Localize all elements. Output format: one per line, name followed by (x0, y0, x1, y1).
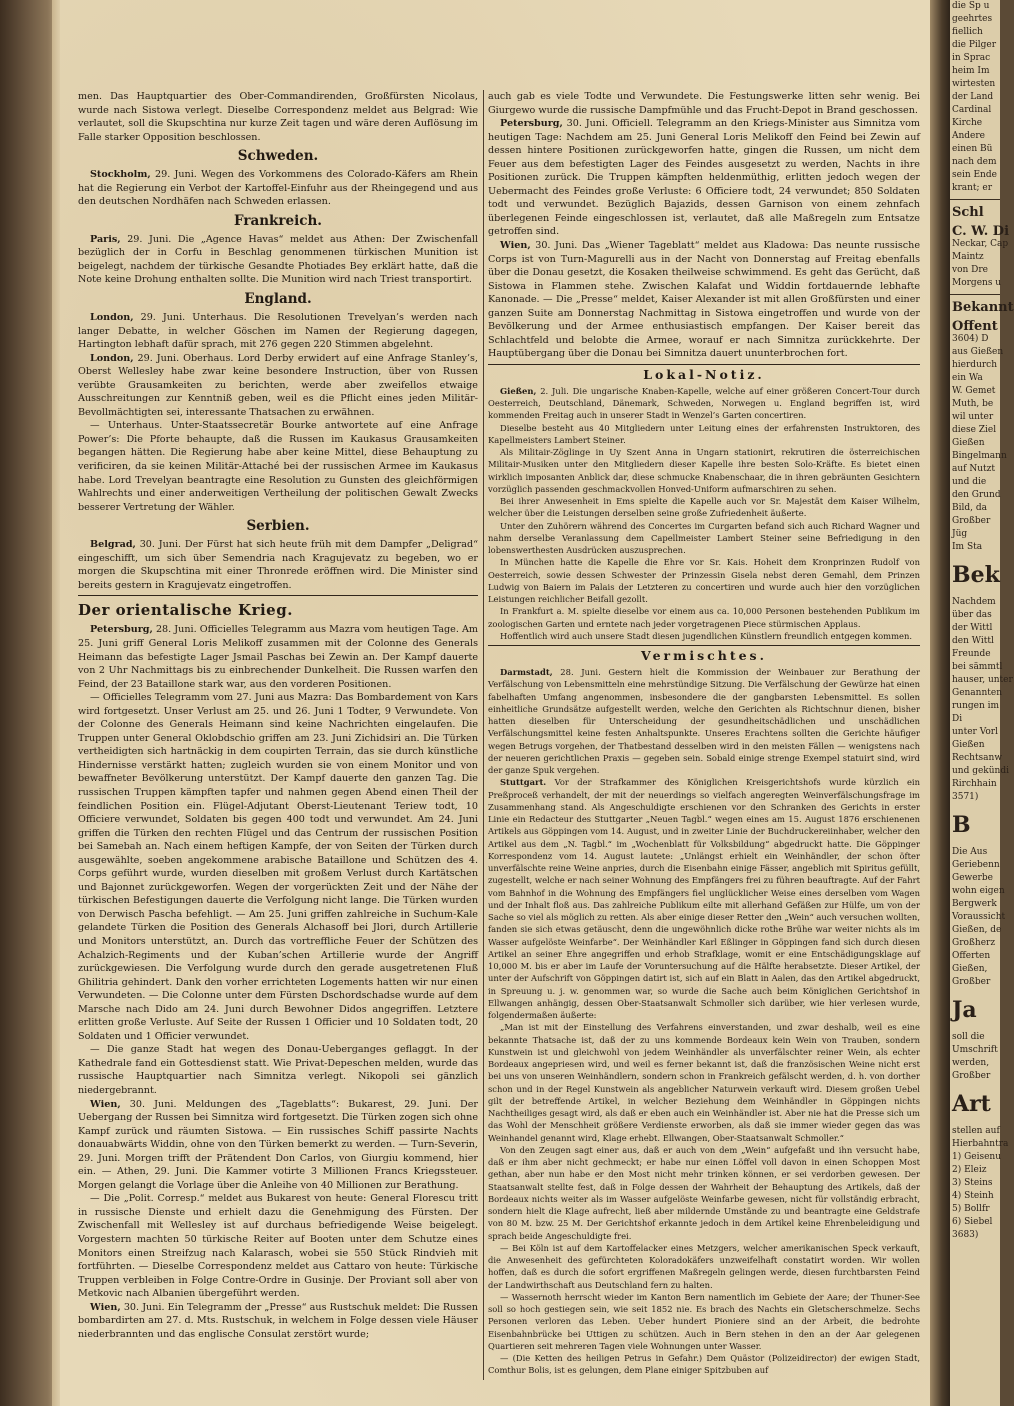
fragment-rule (950, 294, 1000, 295)
fragment-line: auf Nutzt (952, 464, 996, 474)
article-text: 30. Juni. Meldungen des „Tageblatts“: Bukarest, 29. Juni. Der Uebergang der Russen bei Simnitza wird fortgesetzt. Die Türken zogen sich ohne Kampf zurück und räumten Sistowa. — Ein russisches Schiff passirte Nachts donauabwärts Widdin, ohne von den Türken bemerkt zu werden. — Turn-Severin, 29. Juni. Morgen trifft der Prätendent Don Carlos, von Giurgiu kommend, hier ein. — Athen, 29. Juni. Die Kammer votirte 3 Millionen Francs Kriegssteuer. Morgen gelangt die Vorlage über die Anleihe von 40 Millionen zur Berathung. (78, 1098, 478, 1191)
article-wien-2 (78, 1301, 478, 1342)
fragment-line: soll die (952, 1032, 985, 1042)
fragment-line: geehrtes (952, 14, 993, 24)
fragment-line: bei sämmtl (952, 662, 1003, 672)
fragment-group-7 (950, 1125, 1009, 1229)
fragment-line: Gießen, (952, 964, 988, 974)
article-petrus: — (Die Ketten des heiligen Petrus in Gefahr.) Dem Quästor (Polizeidirector) der ewigen Stadt, Comthur Bolis, ist es gelungen, dem Plane einiger Spitzbuben auf (488, 1353, 920, 1376)
intro-text: men. Das Hauptquartier des Ober-Commandirenden, Großfürsten Nicolaus, wurde nach Sistowa verlegt. Dieselbe Correspondenz meldet aus Belgrad: Wie verlautet, soll die Skupschtina nur kurze Zeit tagen und wäre deren Auflösung im Falle starker Opposition beschlossen. (78, 91, 478, 143)
fragment-line: Offerten (952, 951, 991, 961)
fragment-group-6 (950, 1031, 1000, 1083)
fragment-line: wirtesten (952, 79, 996, 89)
dateline: Stockholm, (90, 169, 151, 181)
column-divider (483, 90, 484, 1380)
fragment-group-4 (950, 596, 1013, 791)
adjacent-page-fragment (950, 0, 1014, 1406)
article-unterhaus: — Unterhaus. Unter-Staatssecretär Bourke antwortete auf eine Anfrage Power’s: Die Pforte behaupte, daß die Russen im Kaukasus Grausamkeiten begangen hätten. Die Regierung habe aber keine Mittel, diese Behauptung zu verificiren, da sie keinen Militär-Attaché bei der russischen Armee im Kaukasus habe. Lord Trevelyan beantragte eine Resolution zu Gunsten des gleichförmigen Wahlrechts und einer anderweitigen Vertheilung der politischen Gewalt Zwecks besserer Vertretung der Wähler. (78, 420, 478, 513)
fragment-line: und die (952, 477, 987, 487)
article-stockholm (78, 168, 478, 209)
article-kapelle-6: In Frankfurt a. M. spielte dieselbe vor einem aus ca. 10,000 Personen bestehenden Publikum im zoologischen Garten und erntete nach jeder vorgetragenen Piece stürmischen Applaus. (488, 606, 920, 629)
fragment-group-1 (950, 0, 1000, 195)
fragment-line: rungen im (952, 701, 1000, 711)
heading-england: England. (244, 291, 312, 308)
heading-vermischtes: Vermischtes. (641, 648, 767, 664)
fragment-line: Im Sta (952, 542, 983, 552)
fragment-group-5 (950, 846, 1006, 989)
vermischtes-block (488, 666, 920, 1377)
fragment-line: diese Ziel (952, 425, 997, 435)
article-kapelle-5: In München hatte die Kapelle die Ehre vor Sr. Kais. Hoheit dem Kronprinzen Rudolf von Oesterreich, sowie dessen Schwester der Prinzessin Gisela nebst deren Gemahl, dem Prinzen Ludwig von Baiern im Palais der Letzteren zu concertiren und wurde auch hier den vorzüglichen Leistungen reichlicher Beifall gezollt. (488, 557, 920, 605)
fragment-line: Bingelmann (952, 451, 1007, 461)
fragment-line: die Pilger (952, 40, 997, 50)
article-text: 30. Juni. Das „Wiener Tageblatt“ meldet aus Kladowa: Das neunte russische Corps ist von Turn-Magurelli aus in der Nacht von Donnerstag auf Freitag ebenfalls über die Donau gesetzt, die Kosaken theilweise schwimmend. Es geht das Gerücht, daß Sistowa in Flammen stehe. Zwischen Kalafat und Widdin fortdauernde lebhafte Kanonade. — Die „Presse“ meldet, Kaiser Alexander ist mit allen Großfürsten und einer ganzen Suite am Donnerstag Nachmittag in Sistowa eingetroffen und wurde von der Bevölkerung und der Armee enthusiastisch empfangen. Der Kaiser bereit das Schlachtfeld und belobte die Armee, worauf er nach Simnitza zurückkehrte. Der Hauptübergang über die Donau bei Simnitza dauert ununterbrochen fort. (488, 240, 920, 360)
fragment-line: Die Aus (952, 847, 988, 857)
fragment-line: Bild, da (952, 503, 987, 513)
article-petersburg (78, 623, 478, 691)
fragment-line: Großherz (952, 938, 996, 948)
book-gutter (930, 0, 950, 1406)
fragment-line: wil unter (952, 412, 994, 422)
lokal-notiz-block (488, 385, 920, 642)
fragment-line: 6) Siebel (952, 1217, 993, 1227)
fragment-line: 4) Steinh (952, 1191, 994, 1201)
article-text: 30. Juni. Officiell. Telegramm an den Kriegs-Minister aus Simnitza vom heutigen Tage: Nachdem am 25. Juni General Loris Melikoff den Feind bei Zewin auf dessen hintere Positionen zurückgeworfen hatte, gingen die Russen, um nicht dem Feuer aus dem befestigten Lager des Feindes ausgesetzt zu werden, Nachts in ihre Positionen zurück. Die Truppen kämpften heldenmüthig, erlitten jedoch wegen der Uebermacht des Feindes große Verluste: 6 Officiere todt, 24 verwundet; 850 Soldaten todt und verwundet. Bezüglich Bajazids, dessen Garnison von einem zehnfach überlegenen Feinde eingeschlossen ist, verlautet, daß alle Maßregeln zum Entsatze getroffen sind. (488, 118, 920, 238)
article-kapelle-2: Als Militair-Zöglinge in Uy Szent Anna in Ungarn stationirt, rekrutiren die österreichischen Militair-Musiken unter den Mitgliedern dieser Kapelle ihre besten Solo-Kräfte. Es bietet einen wirklich imposanten Anblick dar, diese schmucke Knabenschaar, die in ihren gebräunten Gesichtern vorzüglich passenden geschmackvollen Honved-Uniform aufmarschiren zu sehen. (488, 447, 920, 494)
article-text: 2. Juli. Die ungarische Knaben-Kapelle, welche auf einer größeren Concert-Tour durch Oesterreich, Deutschland, Dänemark, Schweden, Norwegen u. England begriffen ist, wird kommenden Freitag auch in unserer Stadt in Wenzel’s Garten concertiren. (488, 385, 920, 421)
article-wassernoth: — Wassernoth herrscht wieder im Kanton Bern namentlich im Gebiete der Aare; der Thuner-See soll so hoch gestiegen sein, wie seit 1852 nie. Es brach des Nachts ein Gletscherschmelze. Sechs Personen verloren das Leben. Ueber hundert Pioniere sind an der Arbeit, die bedrohte Eisenbahnbrücke bei Uttigen zu schützen. Auch in Bern stehen in den an der Aar gelegenen Quartieren seit mehreren Tagen viele Wohnungen unter Wasser. (488, 1291, 920, 1351)
article-donau: — Die ganze Stadt hat wegen des Donau-Ueberganges geflaggt. In der Kathedrale fand ein Gottesdienst statt. Wie Privat-Depeschen melden, wurde das russische Hauptquartier nach Simnitza verlegt. Nikopoli sei gänzlich niedergebrannt. (78, 1044, 478, 1096)
fragment-line: Gewerbe (952, 873, 993, 883)
fragment-line: Freunde (952, 649, 991, 659)
fragment-line: Bergwerk (952, 899, 997, 909)
dateline: Wien, (90, 1098, 121, 1110)
fragment-line: der Land (952, 92, 994, 102)
fragment-line: ein Wa (952, 373, 983, 383)
fragment-rule (950, 199, 1000, 200)
fragment-line: Großber (952, 516, 991, 526)
heading-krieg: Der orientalische Krieg. (78, 601, 293, 620)
fragment-headline: Offent (952, 319, 998, 334)
fragment-headline: Schl (952, 205, 984, 220)
fragment-line: werden, (952, 1058, 990, 1068)
fragment-line: die Sp u (952, 1, 990, 11)
article-paris (78, 233, 478, 287)
fragment-line: 3) Steins (952, 1178, 993, 1188)
article-kapelle-7: Hoffentlich wird auch unsere Stadt diesen jugendlichen Künstlern freundlich entgegen kommen. (500, 630, 913, 641)
newspaper-page (60, 0, 930, 1406)
fragment-line: von Dre (952, 265, 989, 275)
heading-serbien: Serbien. (246, 518, 310, 535)
dateline: Wien, (500, 240, 531, 252)
fragment-line: wohn eigen (952, 886, 1005, 896)
dateline: Paris, (90, 233, 121, 245)
fragment-line: Di (952, 714, 963, 724)
dateline: London, (90, 352, 134, 364)
fragment-line: Cardinal (952, 105, 992, 115)
article-zeugen: Von den Zeugen sagt einer aus, daß er auch von dem „Wein“ aufgefaßt und ihn versucht habe, daß er ihm aber nicht gechmeckt; er habe nur einen Löffel voll davon in einen Schoppen Most gethan, aber nun habe er den Most nicht mehr trinken können, er sei verdorben gewesen. Der Staatsanwalt stellte fest, daß in Folge dessen der Wahrheit der Behauptung des Artikels, daß der Bordeaux nichts weiter als im Wasser aufgelöste Weinfarbe gewesen, nicht für vollständig erbracht, sondern hielt die Klage aufrecht, ließ aber mildernde Umstände zu und beantragte eine Geldstrafe von 80 M. bzw. 25 M. Der Gerichtshof erkannte jedoch in dem Artikel keine Ehrenbeleidigung und sprach beide Angeschuldigte frei. (488, 1144, 920, 1241)
fragment-line: hierdurch (952, 360, 997, 370)
article-kapelle-4: Unter den Zuhörern während des Concertes im Curgarten befand sich auch Richard Wagner und nahm derselbe Veranlassung dem Capellmeister Lambert Steiner seine Befriedigung in den lobenswerthesten Ausdrücken auszusprechen. (488, 520, 920, 556)
fragment-line: Großber (952, 1071, 991, 1081)
article-wien-3 (488, 239, 920, 361)
fragment-line: unter Vorl (952, 727, 998, 737)
fragment-line: einen Bü (952, 144, 993, 154)
fragment-line: 5) Bollfr (952, 1204, 990, 1214)
dateline: Stuttgart. (500, 777, 547, 788)
article-koeln: — Bei Köln ist auf dem Kartoffelacker eines Metzgers, welcher amerikanischen Speck verkauft, die Anwesenheit des gefürchteten Koloradokäfers unzweifelhaft constatirt worden. Wir wollen hoffen, daß es durch die sofort ergriffenen Maßregeln gelingen werde, diesen furchtbarsten Feind der Landwirthschaft aus Deutschland fern zu halten. (488, 1242, 920, 1290)
fragment-line: Neckar, Cap (952, 239, 1009, 249)
book-spine (0, 0, 60, 1406)
fragment-line: Umschrift (952, 1045, 998, 1055)
article-mazra: — Officielles Telegramm vom 27. Juni aus Mazra: Das Bombardement von Kars wird fortgesetzt. Unser Verlust am 25. und 26. Juni 1 Todter, 9 Verwundete. Von der Colonne des Generals Heimann sind keine Nachrichten eingelaufen. Die Truppen unter General Oklobdschio griffen am 23. Juni Zichidsiri an. Die Türken vertheidigten sich hartnäckig in dem coupirten Terrain, das sie durch künstliche Hindernisse verstärkt hatten; zugleich wurden sie von einem Monitor und von bewaffneter Bevölkerung unterstützt. Der Kampf dauerte den ganzen Tag. Die russischen Truppen kämpften tapfer und nahmen gegen Abend einen Theil der feindlichen Position ein. Flügel-Adjutant Oberst-Lieutenant Teriew todt, 10 Officiere verwundet, Soldaten bis gegen 400 todt und verwundet. Am 24. Juni griffen die Türken den rechten Flügel und das Centrum der russischen Position bei Samebah an. Nach einem heftigen Kampfe, der von Seiten der Türken durch ausgewählte, soeben angekommene arabische Bataillone und Schützen des 4. Corps geführt wurde, wurden dieselben mit großem Verlust durch Kartätschen und Bajonnet zurückgeworfen. Wegen der vorgerückten Zeit und der Nähe der türkischen Befestigungen dauerte die Verfolgung nicht lange. Die Türken wurden von Derwisch Pascha befehligt. — Am 25. Juni griffen zahlreiche in Suchum-Kale gelandete Türken die Position des Generals Alchasoff bei Jlori, durch Artillerie und Monitors unterstützt, an. Durch das vortreffliche Feuer der Schützen des Achalzich-Regiments und der Kuban’schen Artillerie wurde der Angriff zurückgewiesen. Die Verfolgung wurde durch den gerade ausgetretenen Fluß Ghilitria gehindert. Dank den vorher errichteten Logements hatten wir nur einen Verwundeten. — Die Colonne unter dem Fürsten Dschordschadse wurde auf dem Marsche nach Dido am 24. Juni durch Bewohner Didos angegriffen. Letztere erlitten große Verluste. Auf Seite der Russen 1 Officier und 10 Soldaten todt, 20 Soldaten und 1 Officier verwundet. (78, 692, 478, 1042)
fragment-line: Rirchhain (952, 779, 997, 789)
article-text: 29. Juni. Oberhaus. Lord Derby erwidert auf eine Anfrage Stanley’s, Oberst Wellesley habe zwar keine besondere Instruction, über von Russen verübte Grausamkeiten zu berichten, werde aber zweifellos etwaige Ausschreitungen zur Kenntniß geben, weil es die Pflicht eines jeden Militär-Bevollmächtigten sei, interessante Thatsachen zu erwähnen. (78, 352, 478, 418)
article-belgrad (78, 538, 478, 592)
fragment-line: Genannten (952, 688, 1003, 698)
fragment-headline: Bek (952, 562, 1000, 588)
heading-lokal-notiz: Lokal-Notiz. (643, 366, 765, 382)
dateline: Petersburg, (500, 118, 563, 130)
fragment-line: nach dem (952, 157, 997, 167)
section-rule (488, 645, 920, 646)
fragment-line: Nachdem (952, 597, 996, 607)
article-darmstadt (488, 666, 920, 776)
fragment-headline: C. W. Di (952, 224, 1010, 239)
article-kapelle-1: Dieselbe besteht aus 40 Mitgliedern unter Leitung eines der erfahrensten Instruktoren, des Kapellmeisters Lambert Steiner. (488, 422, 920, 445)
article-text: 28. Juni. Officielles Telegramm aus Mazra vom heutigen Tage. Am 25. Juni griff General Loris Melikoff zusammen mit der Colonne des Generals Heimann das befestigte Lager Jsmail Paschas bei Zewin an. Der Kampf dauerte von 2 Uhr Nachmittags bis zu einbrechender Dunkelheit. Die Russen warfen den Feind, der 23 Bataillone stark war, aus den vorderen Positionen. (78, 624, 478, 690)
fragment-line: Geriebenn (952, 860, 1000, 870)
fragment-group-2 (950, 238, 1009, 290)
dateline: Belgrad, (90, 539, 136, 551)
dateline: Gießen, (500, 385, 537, 396)
article-london-2 (78, 352, 478, 420)
article-text: 30. Juni. Ein Telegramm der „Presse“ aus Rustschuk meldet: Die Russen bombardirten am 27. d. Mts. Rustschuk, in welchem in Folge dessen viele Häuser niederbrannten und das englische Consulat zerstört wurde; (78, 1301, 478, 1340)
heading-schweden: Schweden. (237, 148, 319, 165)
fragment-line: über das (952, 610, 992, 620)
article-wein-quote: „Man ist mit der Einstellung des Verfahrens einverstanden, und zwar deshalb, weil es eine bekannte Thatsache ist, daß der zu uns kommende Bordeaux kein Wein von Trauben, sondern Kunstwein ist und gleichwohl von jedem Weinhändler als unverfälschter reiner Wein, als echter Bordeaux angepriesen wird, und weil es ferner bekannt ist, daß die französischen Weine nicht erst bei uns von unseren Weinhändlern, sondern schon in Frankreich gefälscht werden, d. h. von dorther schon und in der Regel Kunstwein als angeblicher Naturwein verkauft wird. Diesem großen Uebel gilt der betreffende Artikel, in welcher Beziehung dem Weinhändler in Göppingen nichts Nachtheiliges gesagt wird, als daß er eben auch ein Weinhändler ist. Aber nie hat die Presse sich um das Wohl der Menschheit größere Verdienste erworben, als daß sie immer wieder gegen das was Weinhandel genannt wird, Klage erhebt. Ellwangen, Ober-Staatsanwalt Schmoller.“ (488, 1022, 920, 1143)
fragment-line: und gekündi (952, 766, 1009, 776)
article-text: 29. Juni. Unterhaus. Die Resolutionen Trevelyan’s werden nach langer Debatte, in welcher Göschen im Namen der Regierung dagegen, Hartington lebhaft dafür sprach, mit 276 gegen 220 Stimmen abgelehnt. (78, 312, 478, 351)
heading-frankreich: Frankreich. (234, 212, 322, 229)
fragment-line: Kirche (952, 118, 983, 128)
fragment-headline: Art (952, 1091, 991, 1117)
fragment-number: 3571) (952, 792, 979, 802)
fragment-line: Muth, be (952, 399, 994, 409)
fragment-line: Jüg (952, 529, 968, 539)
fragment-group-3 (950, 333, 1007, 554)
article-text: Vor der Strafkammer des Königlichen Kreisgerichtshofs wurde kürzlich ein Preßproceß verhandelt, der mit der neuerdings so vielfach angeregten Weinverfälschungsfrage im Zusammenhang stand. Als Angeschuldigte erschienen vor den Schranken des Gerichts in erster Linie ein Redacteur des Stuttgarter „Neuen Tagbl.“ wegen eines am 15. August 1876 erschienenen Artikels aus Göppingen vom 14. August, und in zweiter Linie der Buchdruckereiinhaber, welcher den Artikel aus dem „N. Tagbl.“ im „Wochenblatt für Volksbildung“ abgedruckt hatte. Die Göppinger Korrespondenz vom 14. August lautete: „Unlängst erhielt ein Weinhändler, der schon öfter unverfälschte reine Weine anpries, durch die Eisenbahn einige Fässer, angeblich mit Spiritus gefüllt, zugestellt, welche er nach seiner Wohnung des Empfängers frei zu führen beauftragte. Auf der Fahrt vom Bahnhof in die Wohnung des Empfängers fiel unglücklicher Weise eines derselben vom Wagen und der Inhalt floß aus. Das zahlreiche Publikum eilte mit allerhand Gefäßen zur Hülfe, um von der Sache so viel als möglich zu retten. Als aber einige dieser Retter den „Wein“ auch versuchen wollten, fanden sie sich etwas getäuscht, denn die ungewöhnlich dicke rothe Brühe war weiter nichts als im Wasser aufgelöste Weinfarbe“. Der Weinhändler Karl Eßlinger in Göppingen fand sich durch diesen Artikel an seiner Ehre angegriffen und erhob Strafklage, womit er eine Entschädigungsklage auf 10,000 M. bis er aber im Laufe der Voruntersuchung auf die Hälfte herabsetzte. Dieser Artikel, der unter der Aufschrift von Göppingen datirt ist, sich auf ein Blatt in Aalen, das den Artikel abgedruckt, in Spreuung u. j. w. genommen war, so wurde die Sache auch beim Königlichen Gerichtshof in Ellwangen anhängig, dessen Ober-Staatsanwalt Schmoller sich darüber, wie hier verlesen wurde, folgendermaßen äußerte: (488, 777, 920, 1021)
fragment-line: 3604) D (952, 334, 989, 344)
article-text: 28. Juni. Gestern hielt die Kommission der Weinbauer zur Berathung der Verfälschung von Lebensmitteln eine mehrstündige Sitzung. Die Verfälschung der Gewürze hat einen fabelhaften Umfang angenommen, insbesondere die der gangbarsten Lebensmittel. Es sollen einheitliche Grundsätze aufgestellt werden, welche den Gerichten als Richtschnur dienen, bisher hatten dieselben für Unterscheidung der gesundheitschädlichen und unschädlichen Verfälschungsmittel keine festen Anhaltspunkte. Unseres Erachtens sollten die Gerichte häufiger wegen Betrugs vorgehen, der Thatbestand desselben wird in den meisten Fällen — wenigstens nach der neueren gerichtlichen Praxis — gegeben sein. Sobald einige strenge Exempel statuirt sind, wird der ganze Spuk vergehen. (488, 667, 920, 776)
article-petersburg-2 (488, 117, 920, 239)
fragment-number: 3683) (952, 1230, 979, 1240)
fragment-line: 2) Eleiz (952, 1165, 987, 1175)
fragment-line: den Wittl (952, 636, 994, 646)
article-wien-1 (78, 1098, 478, 1193)
fragment-line: fiellich (952, 27, 983, 37)
fragment-line: Gießen (952, 740, 985, 750)
section-rule (488, 364, 920, 365)
fragment-line: heim Im (952, 66, 990, 76)
continued-text: auch gab es viele Todte und Verwundete. Die Festungswerke litten sehr wenig. Bei Giurgewo wurde die russische Dampfmühle und das Frucht-Depot in Brand geschossen. (488, 91, 920, 116)
article-text: 29. Juni. Wegen des Vorkommens des Colorado-Käfers am Rhein hat die Regierung ein Verbot der Kartoffel-Einfuhr aus der Rheingegend und aus den deutschen Nordhäfen nach Schweden erlassen. (78, 169, 478, 208)
fragment-line: Rechtsanw (952, 753, 1003, 763)
fragment-line: Hierbahntra (952, 1139, 1009, 1149)
dateline: London, (90, 312, 134, 324)
left-column (78, 90, 478, 1390)
article-giessen (488, 385, 920, 422)
fragment-line: Gießen (952, 438, 985, 448)
fragment-headline: Bekannt (952, 300, 1014, 315)
fragment-headline: B (952, 812, 971, 838)
article-text: 30. Juni. Der Fürst hat sich heute früh mit dem Dampfer „Deligrad“ eingeschifft, um sich über Semendria nach Kragujevatz zu begeben, wo er morgen die Skupschtina mit einer Thronrede eröffnen wird. Die Minister sind bereits gestern in Kragujevatz eingetroffen. (78, 539, 478, 591)
fragment-line: aus Gießen (952, 347, 1004, 357)
right-column (488, 90, 920, 1390)
article-stuttgart (488, 776, 920, 1021)
fragment-line: sein Ende (952, 170, 997, 180)
fragment-line: Voraussicht (952, 912, 1006, 922)
fragment-line: Gießen, de (952, 925, 1002, 935)
dateline: Wien, (90, 1301, 121, 1313)
fragment-line: Morgens u (952, 278, 1002, 288)
dateline: Petersburg, (90, 624, 153, 636)
fragment-line: krant; er (952, 183, 993, 193)
fragment-line: Andere (952, 131, 986, 141)
fragment-line: hauser, unter (952, 675, 1013, 685)
section-rule (78, 595, 478, 596)
fragment-line: W. Gemet (952, 386, 996, 396)
fragment-line: Großber (952, 977, 991, 987)
dateline: Darmstadt, (500, 667, 553, 678)
fragment-line: den Grund (952, 490, 1001, 500)
article-text: 29. Juni. Die „Agence Havas“ meldet aus Athen: Der Zwischenfall bezüglich der in Corfu in Beschlag genommenen türkischen Munition ist beigelegt, nachdem der türkische Gesandte Photiades Bey erklärt hatte, daß die Note keine Drohung enthalten sollte. Die Munition wird nach Triest transportirt. (78, 233, 478, 286)
fragment-line: in Sprac (952, 53, 991, 63)
fragment-line: Maintz (952, 252, 984, 262)
article-polit-corresp: — Die „Polit. Corresp.“ meldet aus Bukarest von heute: General Florescu tritt in russische Dienste und erhielt dazu die Genehmigung des Fürsten. Der Zwischenfall mit Wellesley ist auf durchaus befriedigende Weise beigelegt. Vorgestern machten 50 türkische Reiter auf Booten unter dem Schutze eines Monitors einen Streifzug nach Kalarasch, wobei sie 550 Stück Rindvieh mit fortführten. — Dieselbe Correspondenz meldet aus Cattaro von heute: Türkische Truppen verbleiben in Folge Contre-Ordre in Gusinje. Der Proviant soll aber von Metkovic nach Albanien übergeführt werden. (78, 1193, 478, 1300)
fragment-headline: Ja (952, 997, 977, 1023)
fragment-line: 1) Geisenu (952, 1152, 1002, 1162)
fragment-line: stellen auf (952, 1126, 1000, 1136)
article-london-1 (78, 311, 478, 352)
article-kapelle-3: Bei ihrer Anwesenheit in Ems spielte die Kapelle auch vor Sr. Majestät dem Kaiser Wilhelm, welcher über die Leistungen derselben seine große Zufriedenheit äußerte. (488, 496, 920, 519)
fragment-line: der Wittl (952, 623, 993, 633)
